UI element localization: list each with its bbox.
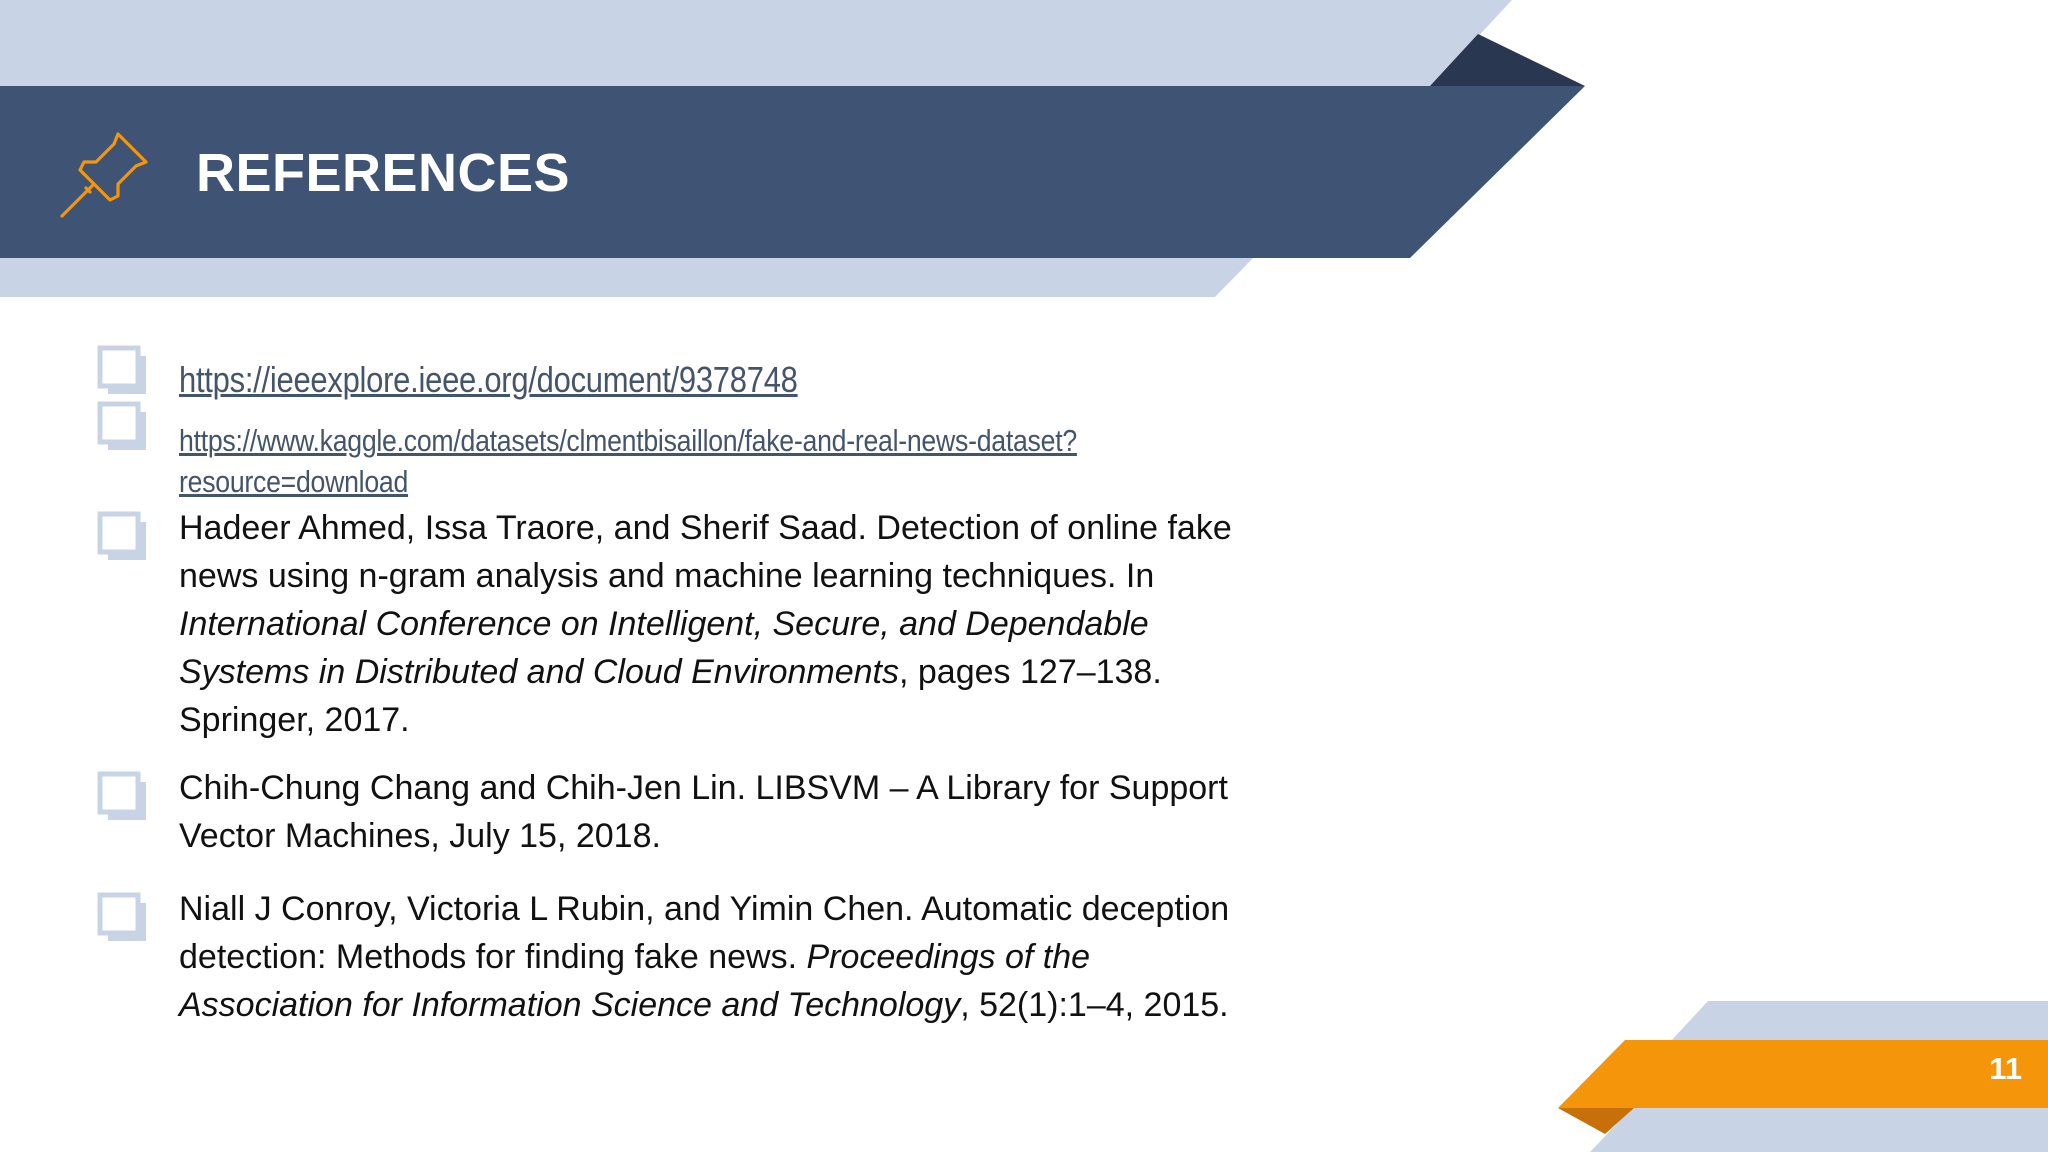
reference-item — [96, 396, 1256, 499]
bottom-light-band-upper — [1670, 1001, 2048, 1042]
citation-venue: Proceedings of the Association for Information Science and Technology — [179, 938, 1091, 1024]
reference-citation — [179, 885, 1256, 1029]
reference-item — [96, 764, 1256, 877]
checkbox-icon — [96, 400, 150, 454]
citation-details: , pages 127–138. Springer, 2017. — [179, 653, 1162, 739]
reference-citation — [179, 764, 1256, 860]
orange-page-bar — [1558, 1040, 2048, 1108]
top-light-band — [0, 0, 1512, 86]
reference-link-ieee[interactable]: https://ieeexplore.ieee.org/document/9378748 — [179, 359, 798, 400]
reference-citation — [179, 504, 1256, 744]
citation-text: Chih-Chung Chang and Chih-Jen Lin. LIBSVM – A Library for Support Vector Machines, July 15, 2018. — [179, 769, 1228, 855]
page-number: 11 — [1989, 1051, 2022, 1086]
citation-text: Niall J Conroy, Victoria L Rubin, and Yimin Chen. Automatic deception detection: Methods for finding fake news. — [179, 890, 1230, 976]
references-list — [96, 340, 1256, 1085]
checkbox-icon — [96, 344, 150, 398]
reference-item — [96, 504, 1256, 756]
checkbox-icon — [96, 891, 150, 945]
checkbox-icon — [96, 770, 150, 824]
citation-details: , 52(1):1–4, 2015. — [960, 986, 1229, 1024]
bottom-light-band-lower — [1590, 1108, 2048, 1152]
reference-link-kaggle[interactable]: https://www.kaggle.com/datasets/clmentbisaillon/fake-and-real-news-dataset?resource=download — [179, 423, 1077, 499]
pushpin-icon — [56, 126, 152, 222]
reference-item — [96, 885, 1256, 1085]
reference-item — [96, 340, 1256, 400]
checkbox-icon — [96, 510, 150, 564]
header-under-band — [0, 256, 1255, 297]
citation-text: Hadeer Ahmed, Issa Traore, and Sherif Saad. Detection of online fake news using n-gram analysis and machine learning techniques. In — [179, 509, 1232, 595]
slide-title: REFERENCES — [196, 143, 571, 203]
citation-venue: International Conference on Intelligent, Secure, and Dependable Systems in Distributed and Cloud Environments — [179, 605, 1149, 691]
